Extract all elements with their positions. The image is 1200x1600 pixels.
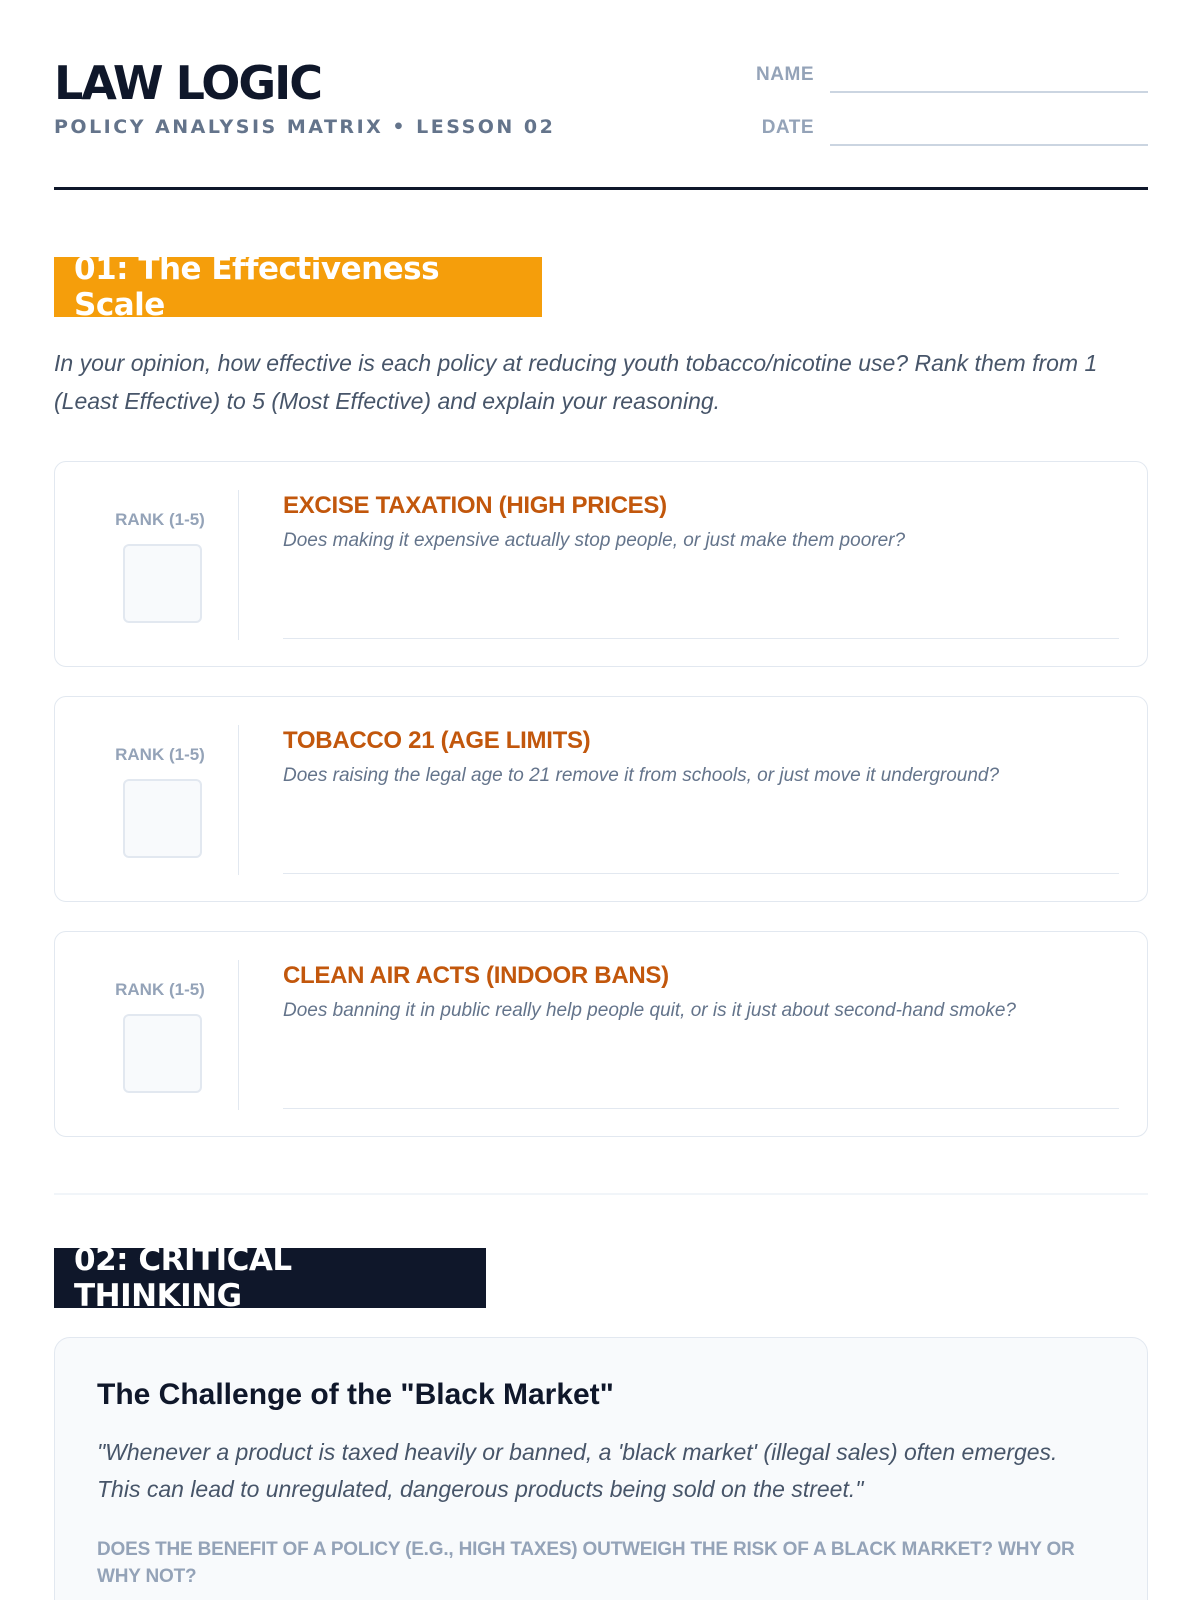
policy-card-excise-tax [54, 461, 1148, 667]
critical-thinking-quote: "Whenever a product is taxed heavily or banned, a 'black market' (illegal sales) often emerges. This can lead to unregulated, dangerous products being sold on the street." [97, 1439, 1058, 1502]
lesson-subtitle: POLICY ANALYSIS MATRIX • LESSON 02 [54, 116, 556, 138]
rank-input-box[interactable] [123, 779, 202, 858]
section-divider [54, 1193, 1148, 1195]
name-field[interactable] [746, 58, 1148, 98]
brand-title: LAW LOGIC [54, 56, 322, 110]
policy-question: Does raising the legal age to 21 remove it from schools, or just move it underground? [283, 765, 1000, 786]
policy-question: Does making it expensive actually stop people, or just make them poorer? [283, 530, 906, 551]
critical-thinking-prompt: DOES THE BENEFIT OF A POLICY (E.G., HIGH TAXES) OUTWEIGH THE RISK OF A BLACK MARKET? WHY OR WHY NOT? [97, 1539, 1075, 1587]
rank-column [83, 725, 239, 875]
policy-question: Does banning it in public really help people quit, or is it just about second-hand smoke? [283, 1000, 1017, 1021]
policy-card-tobacco-21 [54, 696, 1148, 902]
name-label: NAME [756, 64, 814, 85]
date-label: DATE [761, 117, 814, 138]
policy-title: EXCISE TAXATION (HIGH PRICES) [283, 492, 667, 519]
section-1-instructions: In your opinion, how effective is each policy at reducing youth tobacco/nicotine use? Rank them from 1 (Least Effective) to 5 (Most Effective) and explain your reasoning. [54, 350, 1098, 414]
policy-card-clean-air-acts [54, 931, 1148, 1137]
section-2-heading: 02: CRITICAL THINKING [54, 1248, 486, 1308]
rank-label: RANK (1-5) [115, 510, 205, 529]
rank-input-box[interactable] [123, 544, 202, 623]
rank-column [83, 960, 239, 1110]
worksheet-header [54, 56, 1148, 190]
rank-column [83, 490, 239, 640]
rank-label: RANK (1-5) [115, 745, 205, 764]
policy-title: CLEAN AIR ACTS (INDOOR BANS) [283, 962, 669, 989]
name-input-line[interactable] [830, 91, 1148, 93]
answer-line[interactable] [283, 638, 1119, 639]
critical-thinking-title: The Challenge of the "Black Market" [97, 1378, 614, 1411]
date-field[interactable] [746, 111, 1148, 151]
policy-title: TOBACCO 21 (AGE LIMITS) [283, 727, 591, 754]
answer-line[interactable] [283, 1108, 1119, 1109]
rank-input-box[interactable] [123, 1014, 202, 1093]
date-input-line[interactable] [830, 144, 1148, 146]
rank-label: RANK (1-5) [115, 980, 205, 999]
critical-thinking-box [54, 1337, 1148, 1600]
section-1-heading: 01: The Effectiveness Scale [54, 257, 542, 317]
answer-line[interactable] [283, 873, 1119, 874]
